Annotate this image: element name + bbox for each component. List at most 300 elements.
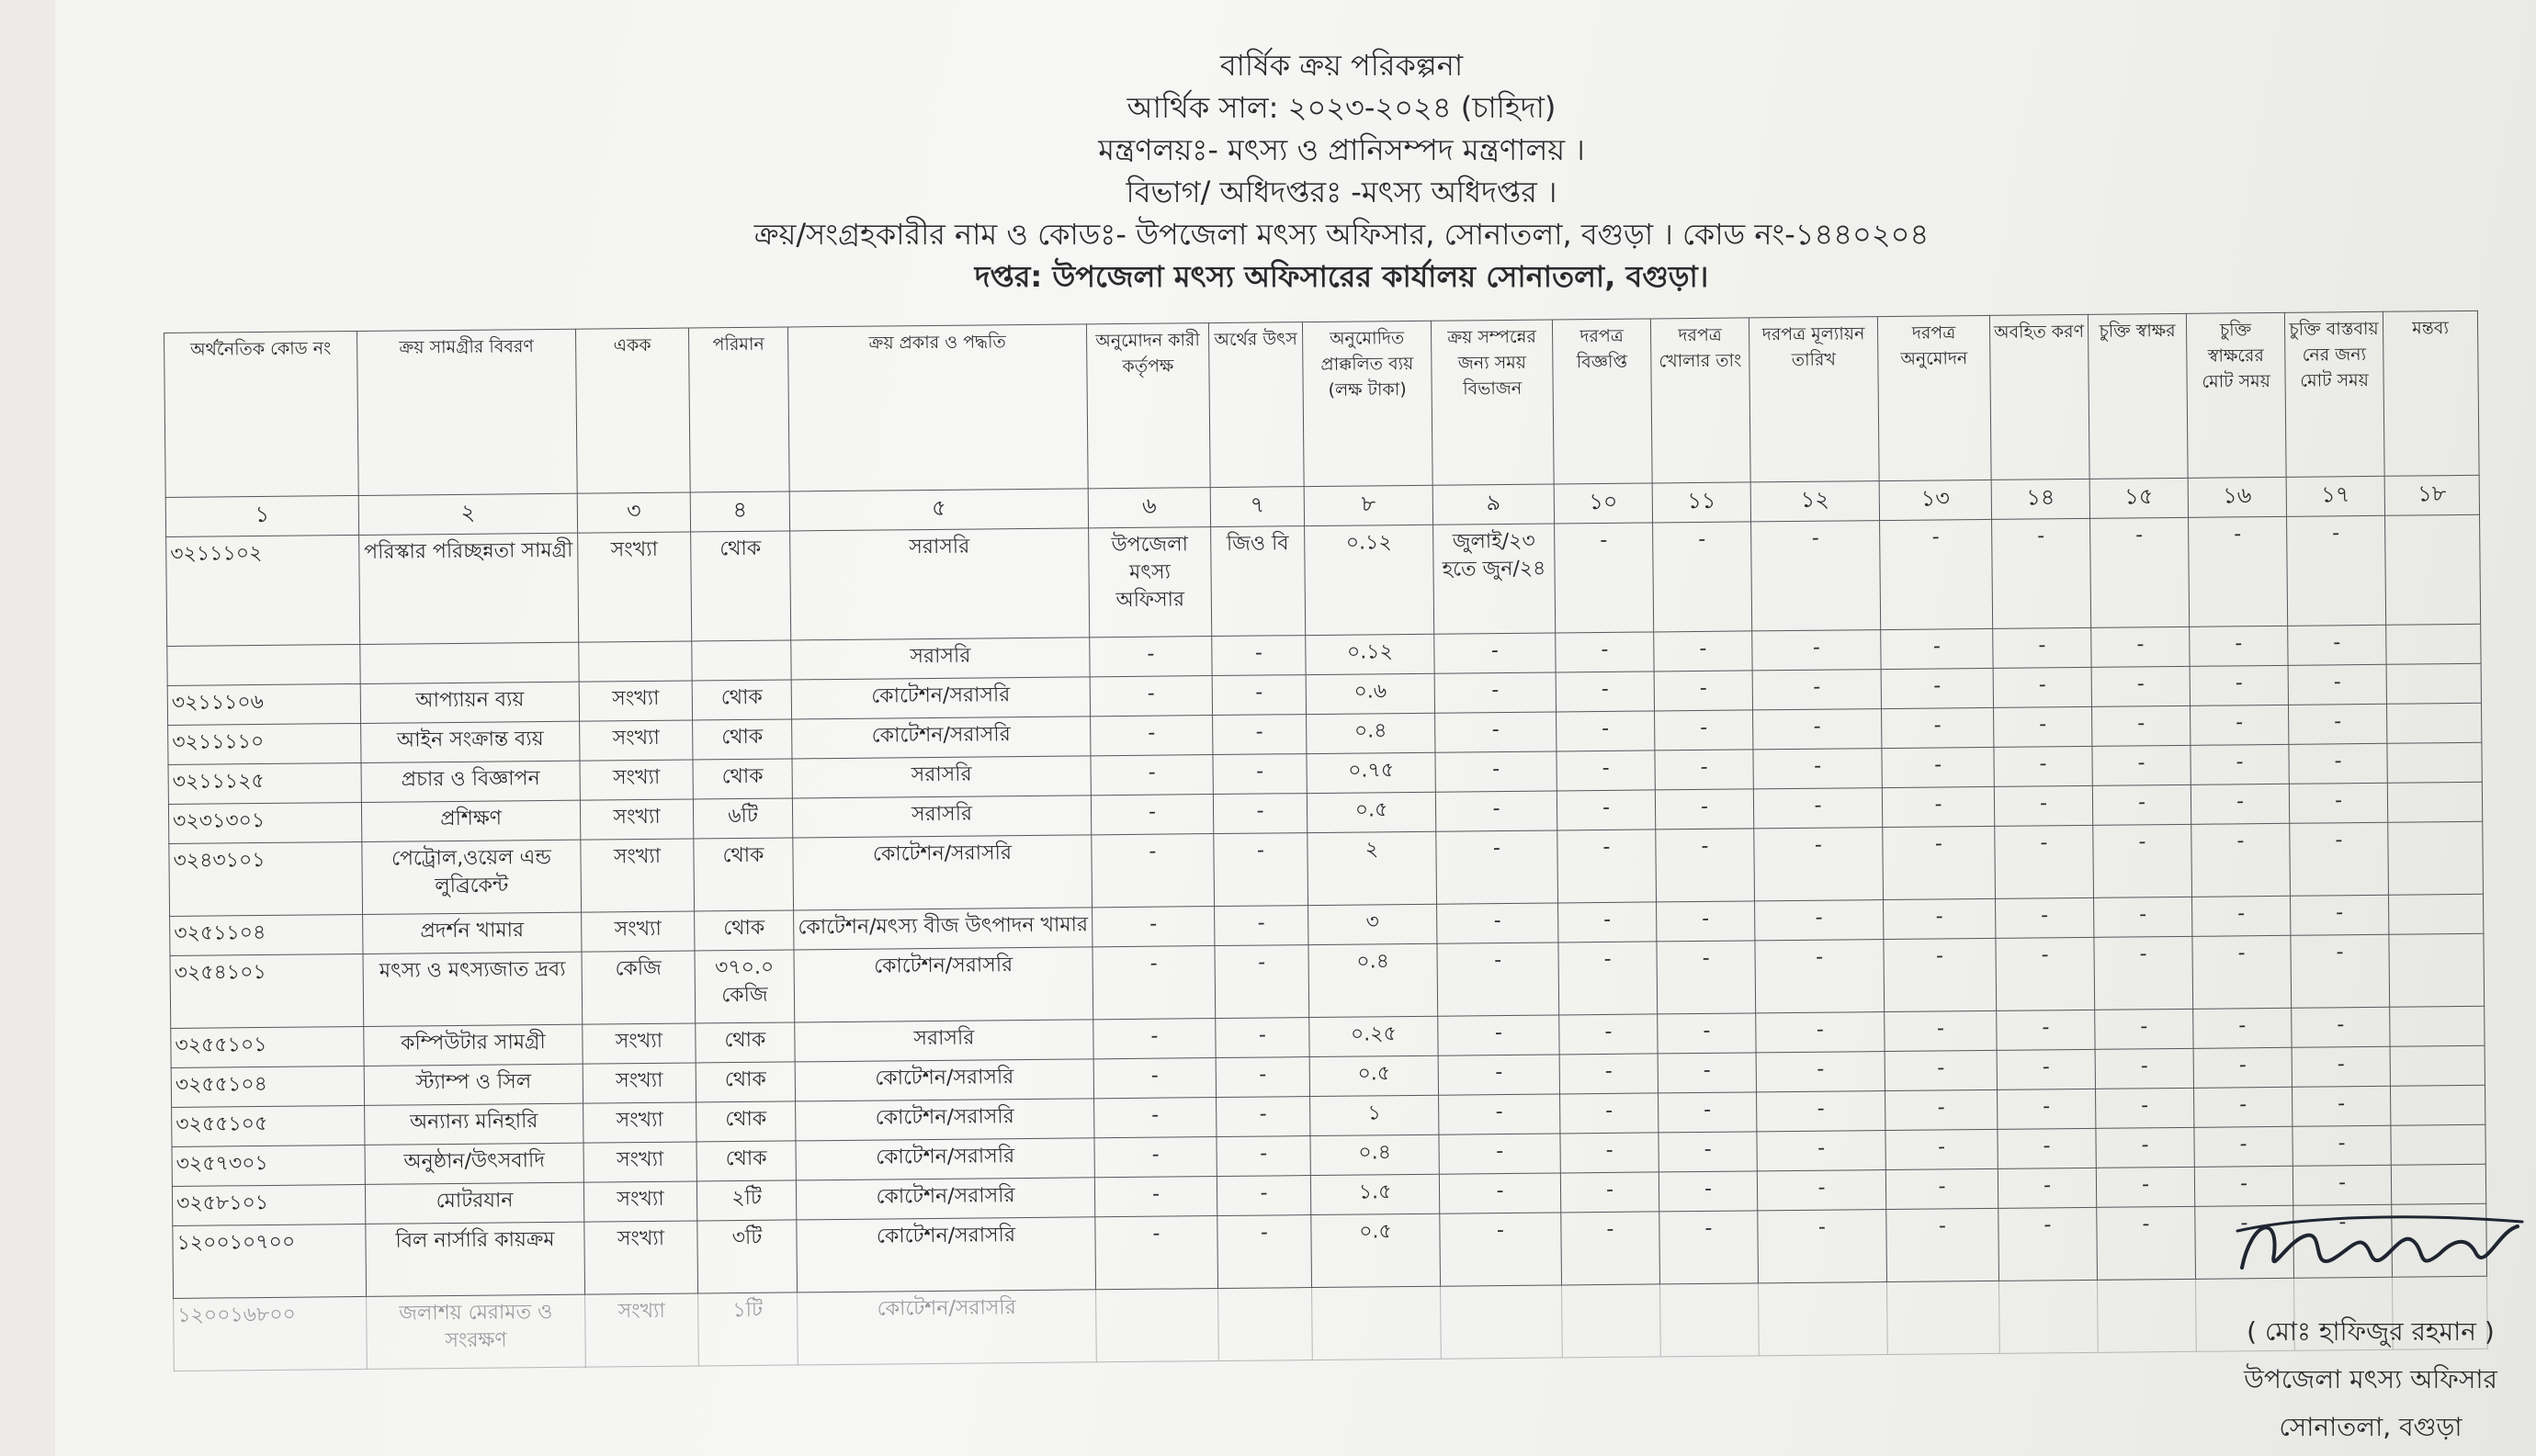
schedule-cell: -	[1881, 628, 1993, 669]
item-description-cell: মৎস্য ও মৎস্যজাত দ্রব্য	[363, 952, 583, 1026]
schedule-cell: -	[1655, 789, 1753, 830]
economic-code-cell: ৩২৫৫১০১	[171, 1026, 364, 1067]
procurement-method-cell: সরাসরি	[795, 1020, 1093, 1062]
schedule-cell: -	[2287, 515, 2386, 626]
column-header: পরিমান	[688, 327, 789, 492]
schedule-cell: -	[1998, 1128, 2096, 1168]
column-header: অর্থনৈতিক কোড নং	[164, 331, 359, 497]
procurement-method-cell: কোটেশন/সরাসরি	[796, 1138, 1094, 1180]
schedule-cell: -	[1881, 668, 1993, 708]
item-description-cell: পরিস্কার পরিচ্ছন্নতা সামগ্রী	[359, 533, 579, 644]
estimated-cost-cell: ২	[1308, 831, 1437, 905]
signatory-place: সোনাতলা, বগুড়া	[2279, 1412, 2462, 1442]
time-schedule-cell: -	[1435, 751, 1557, 792]
schedule-cell: -	[1753, 709, 1882, 750]
economic-code-cell: ৩২৫১১০৪	[170, 914, 363, 955]
schedule-cell: -	[1754, 828, 1884, 901]
schedule-cell	[2390, 1085, 2485, 1125]
column-header: দরপত্র খোলার তাং	[1650, 318, 1750, 483]
time-schedule-cell: -	[1438, 1055, 1559, 1095]
quantity-cell: থোক	[696, 1101, 796, 1142]
item-description-cell: জলাশয় মেরামত ও সংরক্ষণ	[367, 1294, 586, 1369]
approving-authority-cell: -	[1091, 795, 1213, 835]
schedule-cell: -	[1655, 750, 1753, 790]
schedule-cell: -	[2095, 1048, 2193, 1089]
schedule-cell: -	[1883, 826, 1996, 899]
schedule-cell: -	[2094, 936, 2193, 1010]
item-description-cell	[360, 642, 579, 683]
unit-cell: সংখ্যা	[580, 760, 693, 800]
procurement-method-cell: কোটেশন/সরাসরি	[793, 835, 1093, 910]
estimated-cost-cell: ৩	[1308, 904, 1437, 944]
time-schedule-cell: জুলাই/২৩ হতে জুন/২৪	[1433, 524, 1556, 634]
fund-source-cell: -	[1216, 1057, 1309, 1098]
column-header: চুক্তি স্বাক্ষর	[2088, 313, 2188, 479]
procurement-method-cell: কোটেশন/সরাসরি	[796, 1178, 1094, 1220]
schedule-cell: -	[1557, 790, 1655, 830]
schedule-cell: -	[2289, 783, 2387, 823]
fund-source-cell: -	[1213, 794, 1307, 834]
schedule-cell: -	[2193, 1008, 2292, 1048]
approving-authority-cell: উপজেলা মৎস্য অফিসার	[1089, 527, 1212, 638]
quantity-cell: থোক	[692, 680, 791, 720]
approving-authority-cell: -	[1091, 716, 1213, 756]
column-header: মন্তব্য	[2383, 310, 2479, 476]
time-schedule-cell: -	[1434, 633, 1556, 673]
schedule-cell: -	[1885, 1010, 1997, 1051]
quantity-cell: থোক	[695, 910, 794, 951]
procurement-method-cell: কোটেশন/সরাসরি	[797, 1217, 1096, 1292]
economic-code-cell: ৩২১১১০২	[166, 535, 360, 646]
time-schedule-cell: -	[1439, 1173, 1560, 1213]
economic-code-cell: ৩২১১১০৬	[167, 683, 360, 725]
item-description-cell: অনুষ্ঠান/উৎসবাদি	[365, 1143, 583, 1184]
economic-code-cell: ৩২১১১২৫	[168, 762, 361, 804]
schedule-cell: -	[1997, 1010, 2095, 1050]
schedule-cell: -	[2293, 1125, 2391, 1166]
schedule-cell: -	[2292, 1046, 2390, 1087]
schedule-cell: -	[1656, 829, 1755, 902]
schedule-cell: -	[2190, 626, 2288, 666]
schedule-cell: -	[1755, 940, 1885, 1013]
estimated-cost-cell: ০.১২	[1305, 525, 1434, 635]
schedule-cell: -	[1560, 1093, 1659, 1134]
schedule-cell: -	[2193, 1047, 2292, 1088]
schedule-cell: -	[1556, 672, 1654, 712]
schedule-cell: -	[2195, 1205, 2294, 1279]
procurement-method-cell: কোটেশন/সরাসরি	[795, 1059, 1093, 1101]
schedule-cell: -	[1559, 1014, 1658, 1055]
estimated-cost-cell: ০.২৫	[1309, 1016, 1438, 1056]
schedule-cell	[2386, 703, 2481, 743]
estimated-cost-cell: ০.৫	[1307, 792, 1435, 832]
item-description-cell: প্রচার ও বিজ্ঞাপন	[361, 761, 580, 802]
header-title: বার্ষিক ক্রয় পরিকল্পনা	[1219, 48, 1464, 83]
approving-authority-cell: -	[1092, 834, 1215, 908]
item-description-cell: অন্যান্য মনিহারি	[365, 1103, 583, 1145]
unit-cell: সংখ্যা	[584, 1221, 698, 1294]
schedule-cell: -	[1755, 900, 1884, 941]
economic-code-cell: ৩২৫৭৩০১	[172, 1145, 365, 1186]
column-header: অনুমোদিত প্রাক্কলিত ব্যয় (লক্ষ টাকা)	[1302, 321, 1432, 486]
estimated-cost-cell: ০.১২	[1306, 634, 1434, 674]
time-schedule-cell: -	[1436, 830, 1558, 904]
unit-cell: কেজি	[582, 951, 696, 1024]
column-header: ক্রয় সম্পন্নের জন্য সময় বিভাজন	[1431, 320, 1554, 485]
column-header: অনুমোদন কারী কর্তৃপক্ষ	[1086, 323, 1210, 489]
column-number: ৬	[1088, 488, 1210, 528]
time-schedule-cell: -	[1439, 1094, 1560, 1134]
schedule-cell: -	[1757, 1091, 1885, 1132]
column-number: ১	[165, 495, 358, 536]
schedule-cell: -	[1997, 1049, 2095, 1089]
column-number: ১০	[1554, 483, 1652, 524]
schedule-cell: -	[1659, 1171, 1757, 1212]
unit-cell: সংখ্যা	[583, 1102, 696, 1143]
item-description-cell: পেট্রোল,ওয়েল এন্ড লুব্রিকেন্ট	[362, 840, 582, 914]
item-description-cell: স্ট্যাম্প ও সিল	[364, 1064, 583, 1105]
column-header: অর্থের উৎস	[1208, 322, 1304, 488]
column-number: ৭	[1210, 487, 1304, 527]
fund-source-cell: -	[1217, 1097, 1310, 1137]
signatory-designation: উপজেলা মৎস্য অফিসার	[2244, 1364, 2497, 1394]
schedule-cell: -	[1658, 1013, 1756, 1054]
schedule-cell: -	[1885, 1129, 1998, 1169]
column-header: একক	[575, 328, 690, 493]
quantity-cell: থোক	[693, 719, 792, 760]
header-procuring-entity: ক্রয়/সংগ্রহকারীর নাম ও কোডঃ- উপজেলা মৎস্য অফিসার, সোনাতলা, বগুড়া । কোড নং-১৪৪০২০৪	[753, 217, 1930, 252]
item-description-cell: মোটরযান	[365, 1182, 583, 1224]
schedule-cell: -	[1886, 1208, 1999, 1281]
schedule-cell: -	[2289, 743, 2387, 784]
schedule-cell: -	[1998, 1089, 2096, 1129]
schedule-cell: -	[1559, 1054, 1658, 1094]
economic-code-cell: ৩২৫৪১০১	[170, 954, 364, 1028]
estimated-cost-cell: ০.৪	[1310, 1134, 1439, 1175]
quantity-cell: ৩টি	[697, 1220, 798, 1293]
item-description-cell: কম্পিউটার সামগ্রী	[364, 1024, 583, 1066]
schedule-cell: -	[2191, 823, 2291, 897]
time-schedule-cell: -	[1438, 1015, 1559, 1055]
schedule-cell: -	[2288, 704, 2386, 744]
schedule-cell: -	[1996, 937, 2095, 1010]
item-description-cell: প্রশিক্ষণ	[361, 800, 580, 841]
unit-cell: সংখ্যা	[582, 911, 695, 952]
estimated-cost-cell: ০.৫	[1311, 1213, 1441, 1287]
document-header	[698, 44, 1985, 298]
schedule-cell	[2391, 1124, 2485, 1165]
economic-code-cell	[167, 644, 360, 685]
schedule-cell: -	[1653, 522, 1752, 632]
fund-source-cell: -	[1215, 945, 1309, 1019]
schedule-cell: -	[1757, 1131, 1885, 1171]
column-number: ৪	[690, 491, 789, 532]
time-schedule-cell: -	[1439, 1134, 1560, 1174]
procurement-method-cell: কোটেশন/সরাসরি	[794, 947, 1093, 1022]
schedule-cell: -	[2293, 1165, 2391, 1205]
column-number: ১৬	[2188, 477, 2286, 517]
header-office: দপ্তর: উপজেলা মৎস্য অফিসারের কার্যালয় সোনাতলা, বগুড়া।	[974, 259, 1709, 294]
item-description-cell: আপ্যায়ন ব্যয়	[360, 682, 579, 723]
schedule-cell	[2387, 742, 2482, 783]
schedule-cell	[1999, 1280, 2099, 1353]
fund-source-cell: -	[1217, 1176, 1310, 1216]
column-number: ১৮	[2384, 475, 2479, 515]
column-number: ২	[358, 493, 577, 535]
time-schedule-cell: -	[1435, 712, 1557, 752]
procurement-method-cell: কোটেশন/সরাসরি	[791, 677, 1090, 719]
quantity-cell: ২টি	[696, 1180, 796, 1221]
approving-authority-cell: -	[1090, 676, 1212, 717]
economic-code-cell: ১২০০১০৭০০	[173, 1224, 367, 1298]
schedule-cell: -	[1752, 670, 1881, 710]
schedule-cell: -	[2092, 705, 2191, 746]
approving-authority-cell: -	[1093, 1058, 1216, 1099]
estimated-cost-cell: ০.৪	[1308, 943, 1438, 1017]
item-description-cell: প্রদর্শন খামার	[363, 912, 582, 954]
procurement-method-cell: কোটেশন/মৎস্য বীজ উৎপাদন খামার	[794, 908, 1093, 950]
column-number: ১১	[1652, 482, 1750, 523]
estimated-cost-cell: ০.৭৫	[1307, 752, 1435, 793]
schedule-cell: -	[1998, 1207, 2098, 1281]
schedule-cell	[2386, 663, 2481, 704]
header-ministry: মন্ত্রণলয়ঃ- মৎস্য ও প্রানিসম্পদ মন্ত্রণালয় ।	[1098, 132, 1585, 167]
schedule-cell: -	[1756, 1052, 1885, 1092]
fund-source-cell: -	[1213, 715, 1307, 755]
item-description-cell: আইন সংক্রান্ত ব্যয়	[361, 721, 580, 762]
document-page	[55, 0, 2536, 1456]
schedule-cell: -	[2194, 1126, 2293, 1167]
schedule-cell: -	[1756, 1012, 1885, 1053]
schedule-cell: -	[1558, 942, 1658, 1015]
fund-source-cell: -	[1215, 906, 1308, 946]
time-schedule-cell: -	[1440, 1213, 1562, 1286]
estimated-cost-cell	[1312, 1286, 1442, 1360]
procurement-method-cell: সরাসরি	[792, 756, 1091, 798]
fund-source-cell: জিও বি	[1211, 526, 1306, 637]
procurement-plan-table	[164, 310, 2488, 1371]
schedule-cell: -	[1758, 1210, 1887, 1283]
schedule-cell: -	[2292, 1086, 2390, 1126]
economic-code-cell: ৩২৩১৩০১	[168, 802, 361, 843]
unit-cell: সংখ্যা	[583, 1181, 696, 1222]
fund-source-cell: -	[1212, 636, 1306, 676]
unit-cell: সংখ্যা	[580, 720, 693, 761]
signature-scribble	[2224, 1203, 2527, 1295]
column-header: ক্রয় সামগ্রীর বিবরণ	[357, 329, 577, 495]
schedule-cell: -	[1998, 1168, 2096, 1208]
fund-source-cell	[1218, 1288, 1313, 1361]
schedule-cell: -	[2189, 516, 2288, 626]
schedule-cell: -	[1752, 630, 1881, 671]
approving-authority-cell: -	[1095, 1216, 1218, 1290]
schedule-cell: -	[2194, 1166, 2293, 1206]
time-schedule-cell	[1441, 1285, 1563, 1359]
schedule-cell	[2387, 782, 2482, 822]
column-header: ক্রয় প্রকার ও পদ্ধতি	[787, 324, 1088, 491]
quantity-cell: থোক	[696, 1062, 795, 1102]
schedule-cell: -	[2094, 897, 2192, 937]
column-number: ৩	[577, 492, 690, 533]
quantity-cell	[692, 640, 791, 681]
quantity-cell: থোক	[696, 1022, 795, 1063]
schedule-cell: -	[1882, 747, 1994, 787]
approving-authority-cell: -	[1093, 946, 1216, 1020]
fund-source-cell: -	[1216, 1018, 1309, 1058]
unit-cell: সংখ্যা	[585, 1293, 699, 1367]
schedule-cell	[2391, 1164, 2485, 1204]
economic-code-cell: ৩২৫৮১০১	[172, 1184, 365, 1225]
fund-source-cell: -	[1217, 1215, 1312, 1289]
procurement-method-cell: কোটেশন/সরাসরি	[792, 717, 1091, 759]
schedule-cell: -	[1659, 1092, 1757, 1133]
procurement-method-cell: সরাসরি	[791, 638, 1090, 680]
estimated-cost-cell: ০.৪	[1307, 713, 1435, 753]
quantity-cell: ৬টি	[693, 798, 792, 839]
quantity-cell: থোক	[691, 531, 791, 641]
schedule-cell	[1660, 1283, 1760, 1357]
schedule-cell: -	[1654, 671, 1752, 711]
economic-code-cell: ৩২১১১১০	[168, 723, 361, 764]
schedule-cell: -	[1995, 825, 2094, 898]
schedule-cell: -	[2190, 665, 2288, 705]
table-body	[165, 475, 2487, 1371]
schedule-cell: -	[1993, 667, 2091, 707]
quantity-cell: থোক	[693, 759, 792, 799]
schedule-cell: -	[1757, 1170, 1885, 1211]
schedule-cell	[1759, 1282, 1888, 1356]
schedule-cell: -	[1885, 1089, 1998, 1130]
schedule-cell: -	[1561, 1212, 1660, 1285]
column-number: ১২	[1750, 481, 1879, 522]
unit-cell: সংখ্যা	[580, 799, 693, 840]
schedule-cell: -	[2290, 895, 2388, 935]
estimated-cost-cell: ০.৫	[1309, 1055, 1438, 1096]
fund-source-cell: -	[1217, 1136, 1310, 1177]
approving-authority-cell: -	[1091, 755, 1213, 796]
schedule-cell	[2386, 624, 2481, 664]
unit-cell: সংখ্যা	[578, 532, 692, 642]
schedule-cell: -	[1557, 751, 1655, 791]
schedule-cell: -	[1657, 941, 1756, 1014]
schedule-cell: -	[1882, 786, 1994, 827]
column-number: ১৫	[2089, 478, 2188, 518]
schedule-cell: -	[1558, 902, 1657, 942]
schedule-cell: -	[2292, 1007, 2390, 1047]
schedule-cell: -	[2293, 1204, 2393, 1278]
schedule-cell: -	[2191, 896, 2290, 936]
schedule-cell: -	[1994, 706, 2092, 747]
unit-cell: সংখ্যা	[583, 1063, 696, 1103]
time-schedule-cell: -	[1437, 942, 1559, 1016]
schedule-cell: -	[1880, 519, 1993, 629]
schedule-cell: -	[2097, 1206, 2196, 1280]
header-fiscal-year: আর্থিক সাল: ২০২৩-২০২৪ (চাহিদা)	[1126, 90, 1557, 125]
schedule-cell: -	[1560, 1133, 1659, 1173]
schedule-cell: -	[1885, 1050, 1997, 1090]
time-schedule-cell: -	[1437, 903, 1558, 943]
schedule-cell: -	[2091, 626, 2190, 667]
schedule-cell	[1562, 1284, 1661, 1358]
schedule-cell	[2390, 1006, 2485, 1046]
schedule-cell: -	[1557, 711, 1655, 751]
schedule-cell: -	[1994, 785, 2092, 826]
time-schedule-cell: -	[1434, 672, 1556, 713]
schedule-cell: -	[1992, 518, 2091, 628]
schedule-cell: -	[1753, 749, 1882, 789]
column-header: দরপত্র বিজ্ঞপ্তি	[1552, 319, 1652, 484]
procurement-method-cell: কোটেশন/সরাসরি	[798, 1290, 1097, 1365]
schedule-cell: -	[2192, 935, 2292, 1009]
schedule-cell: -	[1885, 1168, 1998, 1209]
schedule-cell: -	[1994, 746, 2092, 786]
schedule-cell: -	[1654, 631, 1752, 672]
economic-code-cell: ৩২৫৫১০৫	[172, 1105, 365, 1146]
table-header-row	[164, 310, 2480, 497]
quantity-cell: থোক	[694, 838, 794, 911]
schedule-cell: -	[1753, 788, 1882, 829]
schedule-cell: -	[2290, 822, 2389, 896]
procurement-method-cell: সরাসরি	[792, 796, 1091, 838]
item-description-cell: বিল নার্সারি কায়ক্রম	[366, 1222, 585, 1296]
schedule-cell: -	[2191, 705, 2289, 745]
unit-cell	[579, 641, 692, 682]
schedule-cell	[2385, 514, 2481, 625]
quantity-cell: ৩৭০.০ কেজি	[695, 950, 795, 1023]
approving-authority-cell: -	[1093, 907, 1215, 947]
schedule-cell	[2389, 933, 2485, 1007]
schedule-cell	[1887, 1281, 2000, 1354]
unit-cell: সংখ্যা	[583, 1142, 696, 1182]
unit-cell: সংখ্যা	[579, 681, 692, 721]
column-number: ১৪	[1991, 479, 2089, 519]
schedule-cell: -	[2291, 934, 2390, 1008]
approving-authority-cell: -	[1094, 1098, 1217, 1138]
column-header: চুক্তি বাস্তবায় নের জন্য মোট সময়	[2284, 311, 2384, 477]
fund-source-cell: -	[1213, 754, 1307, 795]
schedule-cell: -	[2092, 784, 2191, 825]
column-number: ৯	[1432, 484, 1554, 525]
column-header: দরপত্র অনুমোদন	[1877, 315, 1991, 480]
schedule-cell: -	[1556, 632, 1654, 672]
estimated-cost-cell: ০.৬	[1306, 673, 1434, 714]
schedule-cell: -	[2096, 1088, 2194, 1128]
schedule-cell: -	[1993, 627, 2091, 668]
schedule-cell: -	[1659, 1132, 1757, 1172]
column-number: ৫	[789, 489, 1088, 531]
schedule-cell: -	[2193, 1087, 2292, 1127]
fund-source-cell: -	[1214, 833, 1308, 907]
schedule-cell: -	[2096, 1167, 2194, 1207]
schedule-cell: -	[1884, 938, 1997, 1011]
procurement-method-cell: কোটেশন/সরাসরি	[796, 1099, 1094, 1141]
schedule-cell: -	[1655, 710, 1753, 751]
signatory-name: ( মোঃ হাফিজুর রহমান )	[2247, 1316, 2495, 1347]
unit-cell: সংখ্যা	[583, 1023, 696, 1064]
schedule-cell: -	[1560, 1172, 1659, 1213]
schedule-cell	[2388, 821, 2484, 895]
quantity-cell: থোক	[696, 1141, 796, 1181]
schedule-cell: -	[2096, 1127, 2194, 1168]
schedule-cell: -	[2191, 784, 2289, 824]
schedule-cell: -	[1751, 521, 1881, 631]
schedule-cell: -	[2288, 664, 2386, 705]
schedule-cell: -	[1657, 901, 1755, 942]
schedule-cell: -	[1882, 707, 1994, 748]
column-number: ১৭	[2286, 476, 2384, 516]
approving-authority-cell: -	[1093, 1019, 1216, 1059]
fund-source-cell: -	[1212, 675, 1306, 716]
